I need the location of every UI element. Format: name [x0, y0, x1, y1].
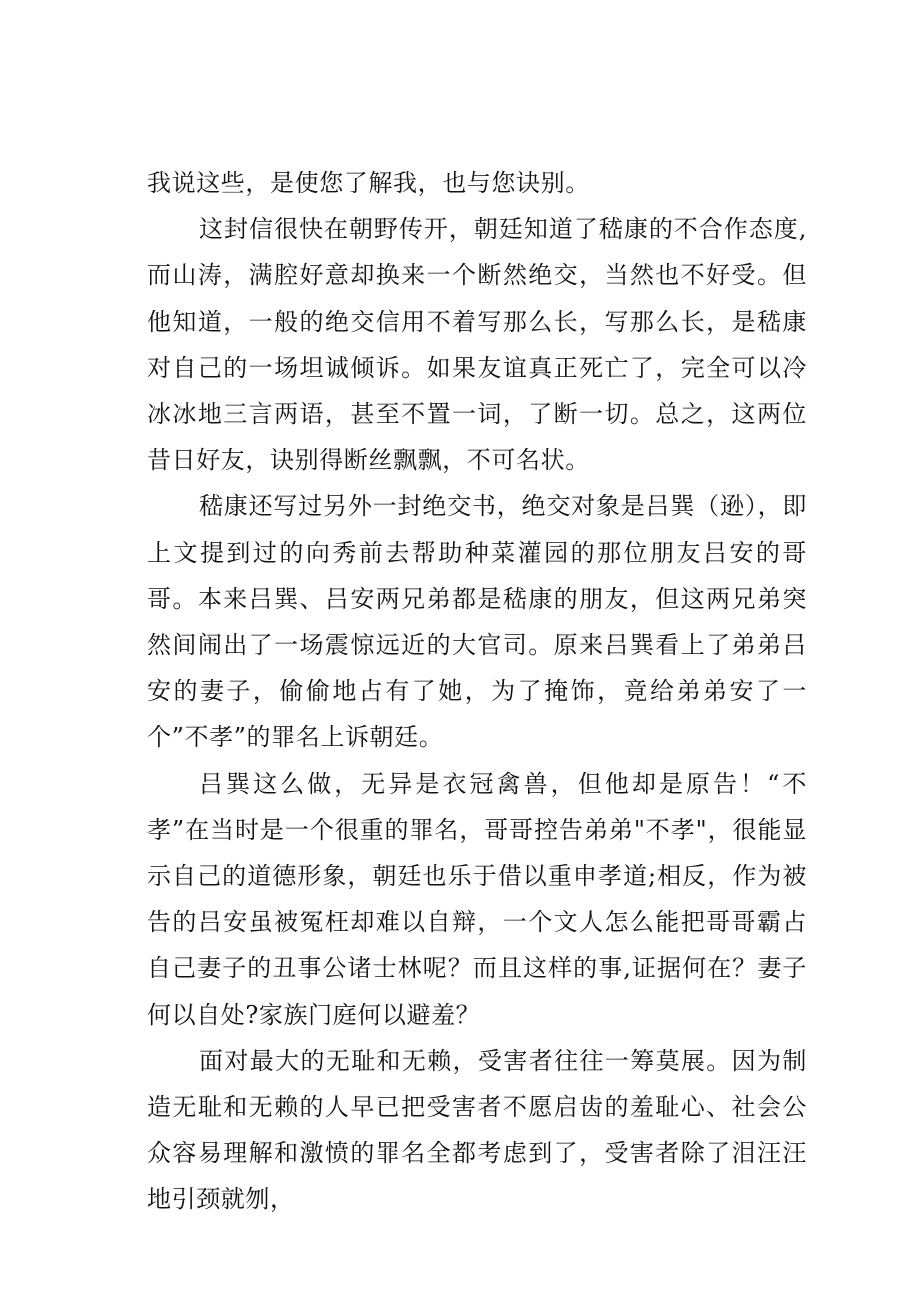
paragraph-3: 嵇康还写过另外一封绝交书，绝交对象是吕巽（逊），即上文提到过的向秀前去帮助种菜灌园的那位朋友吕安的哥哥。本来吕巽、吕安两兄弟都是嵇康的朋友，但这两兄弟突然间闹出了一场震惊远近的大官司。原来吕巽看上了弟弟吕安的妻子，偷偷地占有了她，为了掩饰，竟给弟弟安了一个”不孝”的罪名上诉朝廷。 [147, 492, 807, 752]
paragraph-1: 我说这些，是使您了解我，也与您诀别。 [147, 169, 590, 197]
paragraph-4: 吕巽这么做，无异是衣冠禽兽，但他却是原告！“不孝”在当时是一个很重的罪名，哥哥控告弟弟"不孝"，很能显示自己的道德形象，朝廷也乐于借以重申孝道;相反，作为被告的吕安虽被冤枉却难以自辩，一个文人怎么能把哥哥霸占自己妻子的丑事公诸士林呢？而且这样的事,证据何在？妻子何以自处?家族门庭何以避羞？ [147, 769, 807, 1029]
body-text [147, 160, 807, 1223]
paragraph-2: 这封信很快在朝野传开，朝廷知道了嵇康的不合作态度,而山涛，满腔好意却换来一个断然绝交，当然也不好受。但他知道，一般的绝交信用不着写那么长，写那么长，是嵇康对自己的一场坦诚倾诉。如果友谊真正死亡了，完全可以冷冰冰地三言两语，甚至不置一词，了断一切。总之，这两位昔日好友，诀别得断丝飘飘，不可名状。 [147, 215, 807, 475]
paragraph-5: 面对最大的无耻和无赖，受害者往往一筹莫展。因为制造无耻和无赖的人早已把受害者不愿启齿的羞耻心、社会公众容易理解和激愤的罪名全都考虑到了，受害者除了泪汪汪地引颈就刎， [147, 1046, 807, 1214]
